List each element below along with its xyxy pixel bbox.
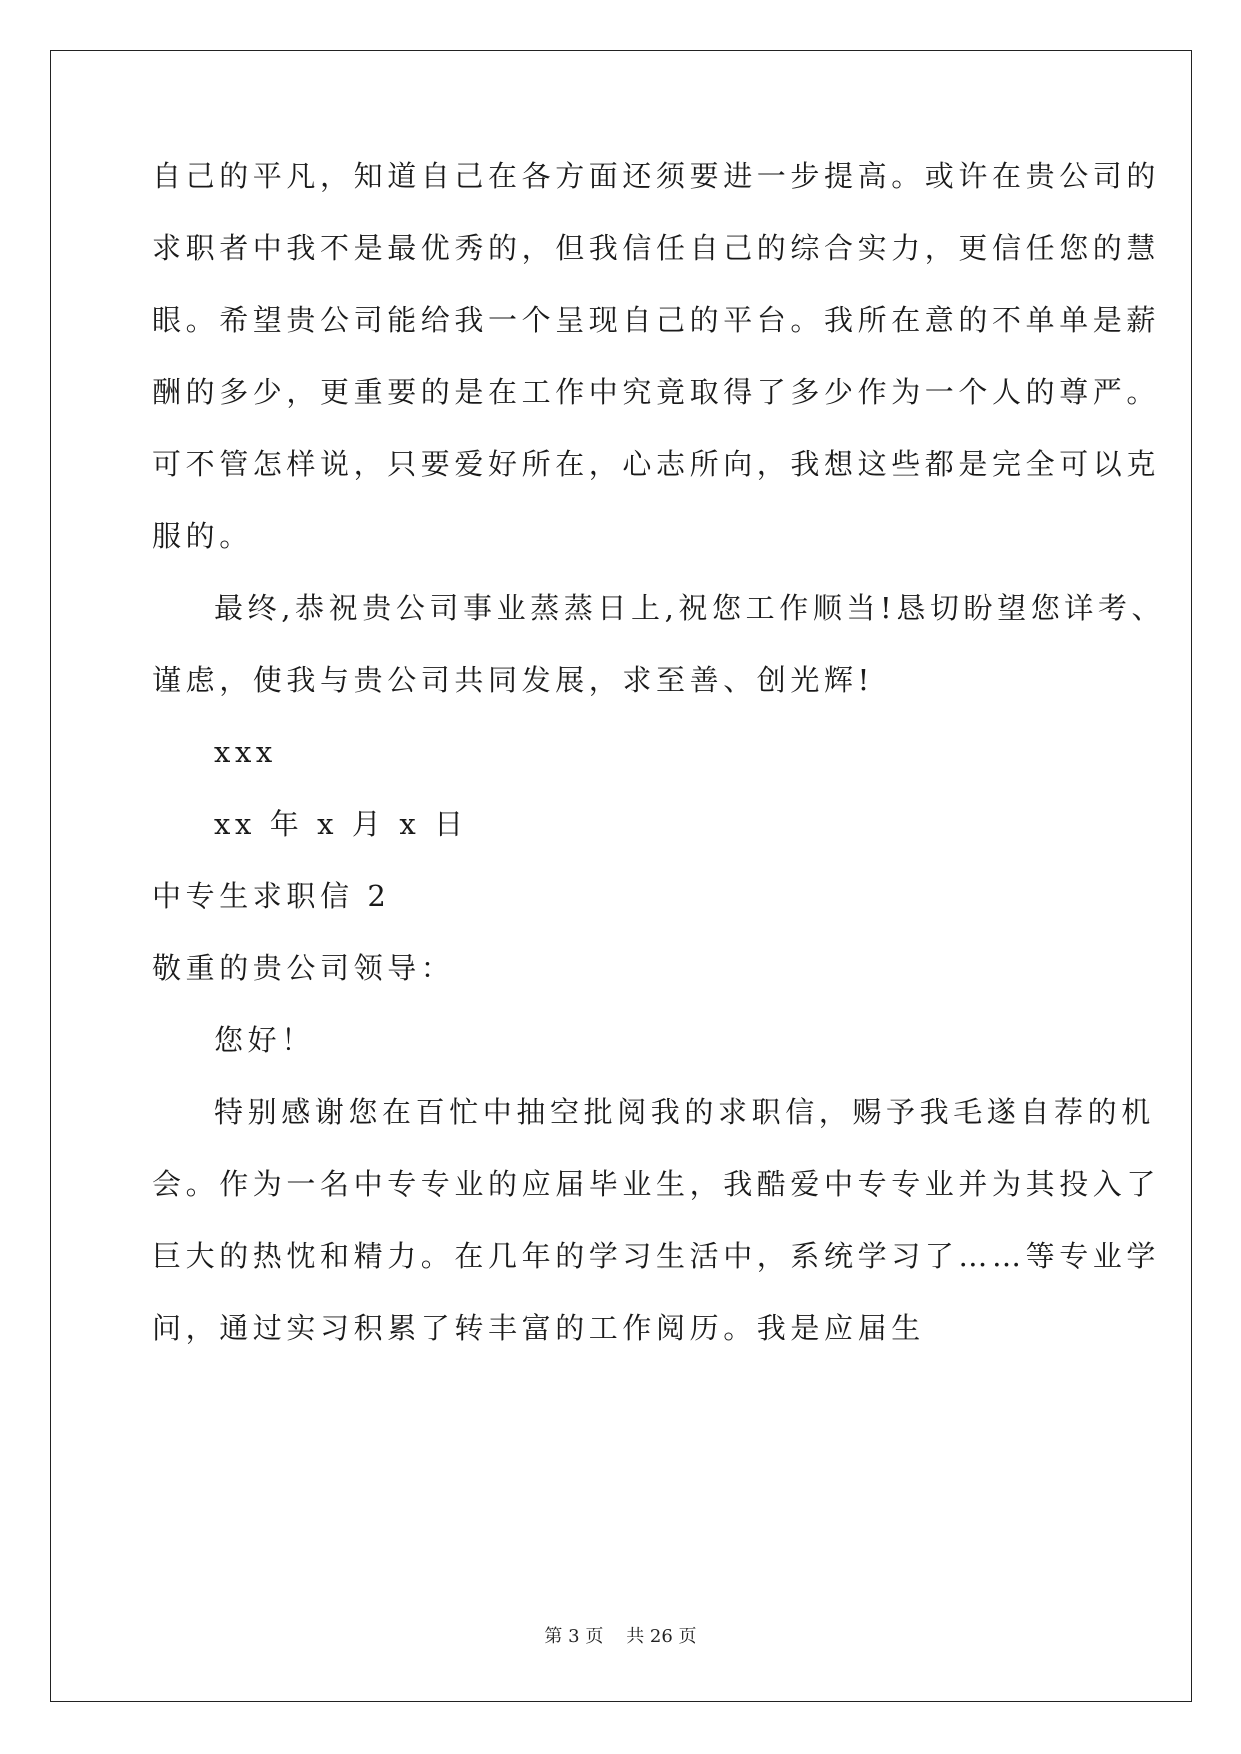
page-number-footer: 第 3 页 共 26 页: [544, 1626, 697, 1647]
paragraph-line: 眼。希望贵公司能给我一个呈现自己的平台。我所在意的不单单是薪: [152, 303, 1161, 337]
greeting: 您好！: [214, 1023, 315, 1057]
paragraph-line: 会。作为一名中专专业的应届毕业生，我酷爱中专专业并为其投入了: [152, 1167, 1161, 1201]
paragraph-line: 可不管怎样说，只要爱好所在，心志所向，我想这些都是完全可以克: [152, 447, 1161, 481]
signature-name: xxx: [214, 735, 277, 769]
paragraph-line: 最终,恭祝贵公司事业蒸蒸日上,祝您工作顺当!恳切盼望您详考、: [214, 591, 1166, 625]
document-body: [152, 140, 1166, 1364]
paragraph-line: 求职者中我不是最优秀的，但我信任自己的综合实力，更信任您的慧: [152, 231, 1161, 265]
paragraph-line: 服的。: [152, 519, 253, 553]
paragraph-line: 巨大的热忱和精力。在几年的学习生活中，系统学习了……等专业学: [152, 1239, 1161, 1273]
salutation: 敬重的贵公司领导：: [152, 951, 455, 985]
section-heading: 中专生求职信 2: [152, 879, 391, 913]
paragraph-line: 问，通过实习积累了转丰富的工作阅历。我是应届生: [152, 1311, 925, 1345]
paragraph-line: 自己的平凡，知道自己在各方面还须要进一步提高。或许在贵公司的: [152, 159, 1161, 193]
paragraph-line: 酬的多少，更重要的是在工作中究竟取得了多少作为一个人的尊严。: [152, 375, 1161, 409]
signature-date: xx 年 x 月 x 日: [214, 807, 468, 841]
paragraph-line: 特别感谢您在百忙中抽空批阅我的求职信，赐予我毛遂自荐的机: [214, 1095, 1155, 1129]
paragraph-line: 谨虑，使我与贵公司共同发展，求至善、创光辉!: [152, 663, 874, 697]
